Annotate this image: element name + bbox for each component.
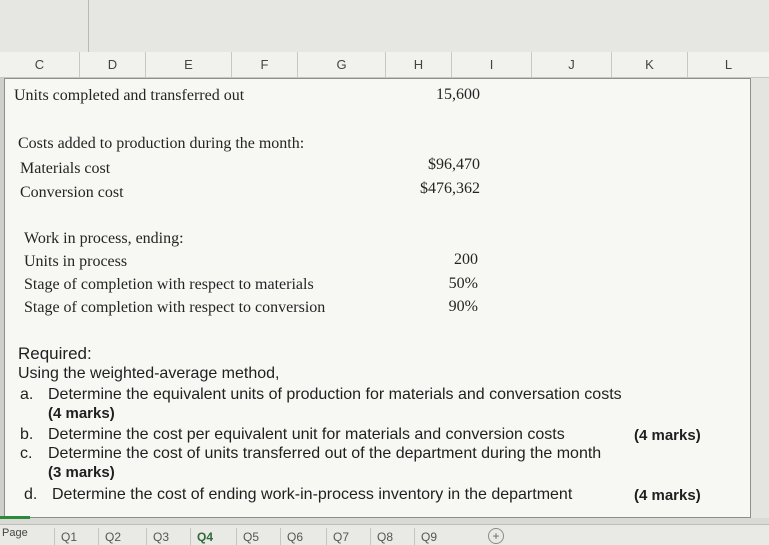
- value-stage-materials: 50%: [448, 275, 478, 292]
- item-c-marks: (3 marks): [48, 464, 115, 481]
- column-header-d[interactable]: D: [80, 52, 146, 78]
- column-header-bar: [0, 52, 769, 78]
- required-heading: Required:: [18, 344, 92, 363]
- tab-q2[interactable]: Q2: [98, 528, 127, 545]
- column-header-j[interactable]: J: [532, 52, 612, 78]
- item-b-letter: b.: [20, 426, 34, 443]
- column-header-c[interactable]: C: [0, 52, 80, 78]
- label-stage-materials: Stage of completion with respect to materials: [24, 276, 314, 293]
- item-c-letter: c.: [20, 445, 33, 462]
- value-units-in-process: 200: [454, 251, 478, 268]
- column-header-k[interactable]: K: [612, 52, 688, 78]
- add-sheet-icon[interactable]: +: [488, 528, 504, 544]
- heading-work-in-process: Work in process, ending:: [24, 230, 184, 247]
- column-header-l[interactable]: L: [724, 57, 733, 72]
- value-units-transferred: 15,600: [436, 86, 480, 103]
- label-materials-cost: Materials cost: [20, 160, 111, 177]
- item-d-letter: d.: [24, 486, 38, 503]
- tab-q8[interactable]: Q8: [370, 528, 399, 545]
- item-d-marks: (4 marks): [634, 487, 701, 504]
- item-a-letter: a.: [20, 386, 34, 403]
- required-intro: Using the weighted-average method,: [18, 365, 280, 382]
- label-stage-conversion: Stage of completion with respect to conversion: [24, 299, 326, 316]
- sheet-tab-bar: [0, 524, 769, 545]
- tab-q1[interactable]: Q1: [54, 528, 83, 545]
- item-a-marks: (4 marks): [48, 405, 115, 422]
- column-header-g[interactable]: G: [298, 52, 386, 78]
- item-b-marks: (4 marks): [634, 427, 701, 444]
- value-conversion-cost: $476,362: [420, 180, 480, 197]
- divider: [88, 0, 89, 52]
- item-b-text: Determine the cost per equivalent unit for materials and conversion costs: [48, 426, 565, 443]
- selection-indicator: [0, 516, 30, 519]
- column-header-e[interactable]: E: [146, 52, 232, 78]
- value-materials-cost: $96,470: [428, 156, 480, 173]
- page-label: Page: [2, 527, 28, 539]
- column-header-h[interactable]: H: [386, 52, 452, 78]
- label-conversion-cost: Conversion cost: [20, 184, 124, 201]
- item-c-text: Determine the cost of units transferred out of the department during the month: [48, 445, 602, 462]
- value-stage-conversion: 90%: [448, 298, 478, 315]
- item-a-text: Determine the equivalent units of production for materials and conversation costs: [48, 386, 622, 403]
- tab-q3[interactable]: Q3: [146, 528, 175, 545]
- toolbar-area: [0, 0, 769, 52]
- label-units-in-process: Units in process: [24, 253, 128, 270]
- item-d-text: Determine the cost of ending work-in-process inventory in the department: [52, 486, 573, 503]
- tab-q5[interactable]: Q5: [236, 528, 265, 545]
- label-units-transferred: Units completed and transferred out: [14, 87, 245, 104]
- tab-q6[interactable]: Q6: [280, 528, 309, 545]
- tab-q4[interactable]: Q4: [190, 528, 219, 545]
- heading-costs-added: Costs added to production during the month:: [18, 135, 305, 152]
- column-header-f[interactable]: F: [232, 52, 298, 78]
- column-header-i[interactable]: I: [452, 52, 532, 78]
- tab-q7[interactable]: Q7: [326, 528, 355, 545]
- tab-q9[interactable]: Q9: [414, 528, 443, 545]
- sheet-margin: [751, 78, 769, 518]
